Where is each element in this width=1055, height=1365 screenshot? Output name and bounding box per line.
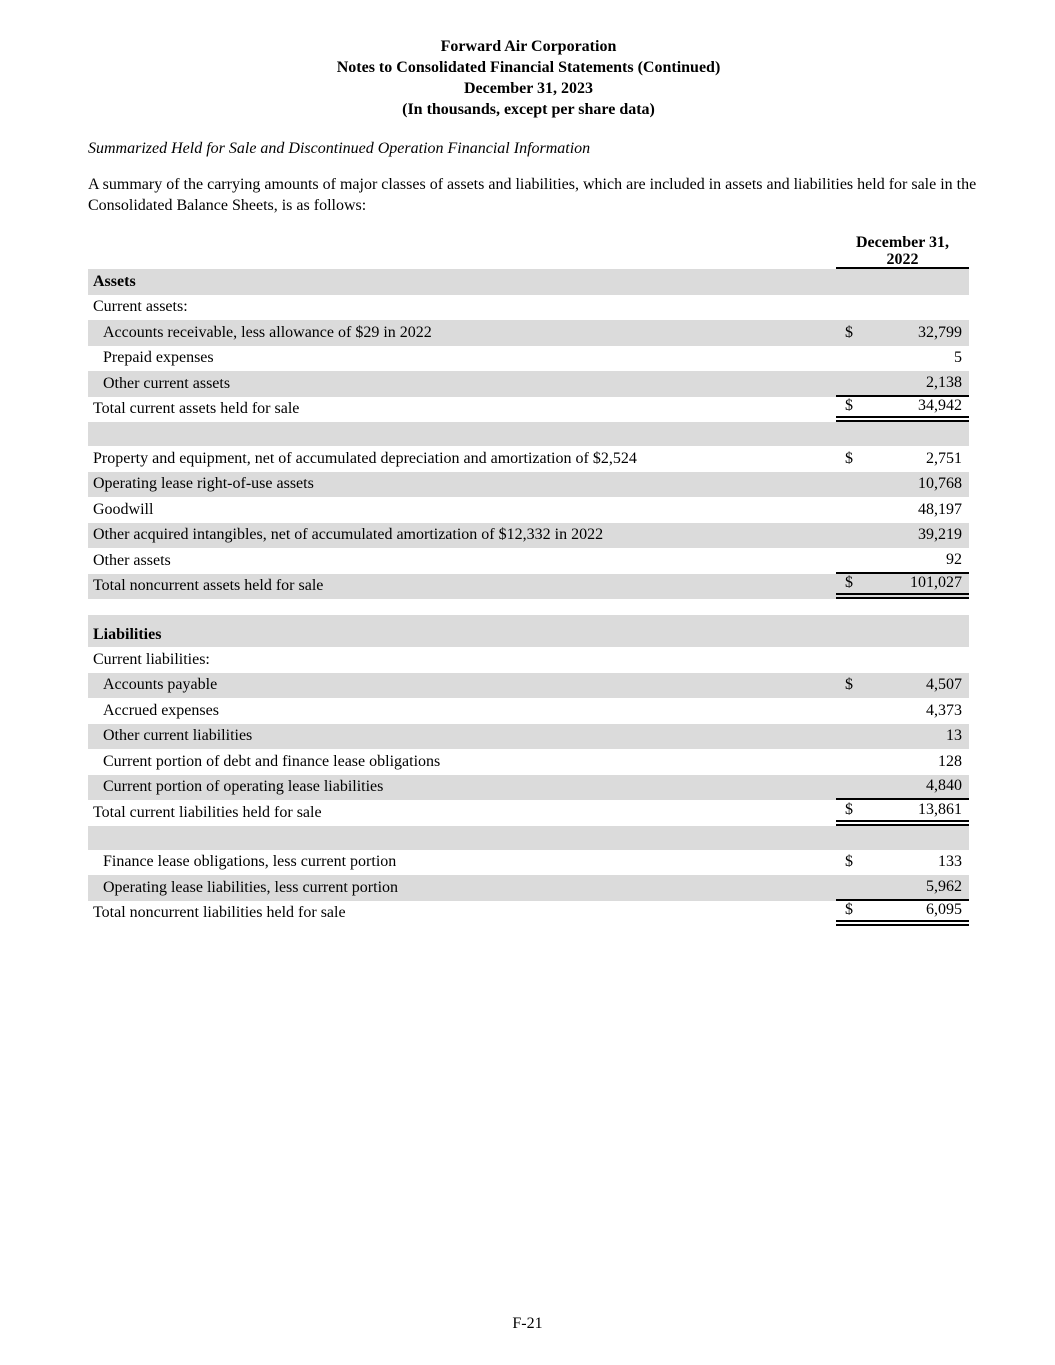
column-header-line1: December 31, — [856, 234, 949, 251]
row-value-cell — [836, 875, 969, 901]
row-label: Operating lease liabilities, less current portion — [103, 878, 399, 896]
row-value: 4,507 — [926, 676, 962, 694]
table-row — [88, 826, 969, 850]
table-row — [88, 422, 969, 446]
row-value-cell — [836, 397, 969, 423]
dollar-sign: $ — [845, 397, 853, 415]
row-value-cell — [836, 615, 969, 647]
row-label: Other current liabilities — [103, 727, 253, 745]
row-value-cell — [836, 775, 969, 801]
intro-paragraph: A summary of the carrying amounts of major classes of assets and liabilities, which are included in assets and liabilities held for sale in the Consolidated Balance Sheets, is as follows: — [88, 176, 977, 214]
row-value: 133 — [938, 853, 962, 871]
row-label: Accrued expenses — [103, 701, 219, 719]
company-name: Forward Air Corporation — [440, 38, 617, 55]
dollar-sign: $ — [845, 449, 853, 467]
table-row — [88, 698, 969, 724]
table-row — [88, 269, 969, 295]
row-value-cell — [836, 647, 969, 673]
row-label: Total current assets held for sale — [93, 400, 300, 418]
row-value: 5,962 — [926, 877, 962, 895]
row-label: Total noncurrent assets held for sale — [93, 577, 324, 595]
table-row — [88, 749, 969, 775]
dollar-sign: $ — [845, 853, 853, 871]
table-row — [88, 875, 969, 901]
row-label: Finance lease obligations, less current portion — [103, 853, 397, 871]
row-label: Current portion of debt and finance lease obligations — [103, 752, 441, 770]
dollar-sign: $ — [845, 800, 853, 818]
row-label: Accounts payable — [103, 676, 218, 694]
dollar-sign: $ — [845, 574, 853, 592]
row-value: 13,861 — [918, 800, 962, 818]
row-value-cell — [836, 850, 969, 876]
table-header-spacer — [88, 233, 836, 269]
row-value-cell — [836, 371, 969, 397]
table-row — [88, 346, 969, 372]
table-row — [88, 295, 969, 321]
row-value-cell — [836, 446, 969, 472]
dollar-sign: $ — [845, 676, 853, 694]
row-value-cell — [836, 497, 969, 523]
table-row — [88, 548, 969, 574]
table-row — [88, 673, 969, 699]
row-value: 32,799 — [918, 323, 962, 341]
statement-date: December 31, 2023 — [464, 80, 593, 97]
row-value: 10,768 — [918, 475, 962, 493]
row-value-cell — [836, 749, 969, 775]
row-value-cell — [836, 346, 969, 372]
row-value-cell — [836, 673, 969, 699]
section-heading: Summarized Held for Sale and Discontinued Operation Financial Information — [88, 140, 591, 157]
table-row — [88, 320, 969, 346]
column-header-line2: 2022 — [886, 251, 919, 268]
row-label: Total noncurrent liabilities held for sale — [93, 904, 346, 922]
column-header-date — [836, 233, 969, 269]
row-value: 48,197 — [918, 500, 962, 518]
row-value-cell — [836, 826, 969, 850]
units-note: (In thousands, except per share data) — [402, 101, 655, 118]
table-body — [88, 269, 969, 926]
row-value-cell — [836, 800, 969, 826]
row-value-cell — [836, 698, 969, 724]
table-row — [88, 647, 969, 673]
row-label: Total current liabilities held for sale — [93, 803, 322, 821]
table-row — [88, 497, 969, 523]
row-value-cell — [836, 548, 969, 574]
row-label: Other current assets — [103, 374, 231, 392]
table-row — [88, 724, 969, 750]
row-value-cell — [836, 523, 969, 549]
table-header-row — [88, 233, 969, 269]
row-value-cell — [836, 901, 969, 927]
row-value: 2,751 — [926, 449, 962, 467]
table-row — [88, 523, 969, 549]
document-header — [88, 36, 969, 120]
page-content — [88, 0, 988, 926]
row-label: Property and equipment, net of accumulated depreciation and amortization of $2,524 — [93, 449, 637, 467]
row-value-cell — [836, 574, 969, 600]
row-value-cell — [836, 472, 969, 498]
row-value-cell — [836, 724, 969, 750]
table-row — [88, 371, 969, 397]
page-number: F-21 — [512, 1315, 543, 1332]
table-row — [88, 446, 969, 472]
table-row — [88, 397, 969, 423]
dollar-sign: $ — [845, 901, 853, 919]
row-label: Current portion of operating lease liabilities — [103, 778, 384, 796]
row-value: 13 — [946, 727, 962, 745]
row-label: Other acquired intangibles, net of accumulated amortization of $12,332 in 2022 — [93, 526, 604, 544]
row-value-cell — [836, 295, 969, 321]
row-value-cell — [836, 422, 969, 446]
dollar-sign: $ — [845, 323, 853, 341]
row-value: 101,027 — [910, 574, 962, 592]
row-value: 92 — [946, 550, 962, 568]
table-row — [88, 775, 969, 801]
table-row — [88, 615, 969, 647]
row-value-cell — [836, 320, 969, 346]
statement-title: Notes to Consolidated Financial Statements (Continued) — [336, 59, 721, 76]
row-value: 2,138 — [926, 373, 962, 391]
row-value-cell — [836, 269, 969, 295]
row-value: 39,219 — [918, 526, 962, 544]
financial-table — [88, 233, 969, 926]
row-label: Current liabilities: — [93, 650, 210, 668]
row-label: Liabilities — [93, 626, 162, 643]
row-value: 4,840 — [926, 777, 962, 795]
row-value: 6,095 — [926, 901, 962, 919]
table-row — [88, 800, 969, 826]
row-value: 34,942 — [918, 397, 962, 415]
table-row — [88, 472, 969, 498]
row-label: Goodwill — [93, 500, 154, 518]
row-label: Operating lease right-of-use assets — [93, 475, 314, 493]
row-label: Current assets: — [93, 298, 188, 316]
row-label: Assets — [93, 272, 136, 290]
row-value: 5 — [954, 349, 962, 367]
row-label: Accounts receivable, less allowance of $29 in 2022 — [103, 323, 432, 341]
table-row — [88, 850, 969, 876]
table-row — [88, 574, 969, 600]
table-row — [88, 901, 969, 927]
row-value: 4,373 — [926, 701, 962, 719]
row-label: Prepaid expenses — [103, 349, 214, 367]
row-value: 128 — [938, 752, 962, 770]
row-label: Other assets — [93, 551, 171, 569]
